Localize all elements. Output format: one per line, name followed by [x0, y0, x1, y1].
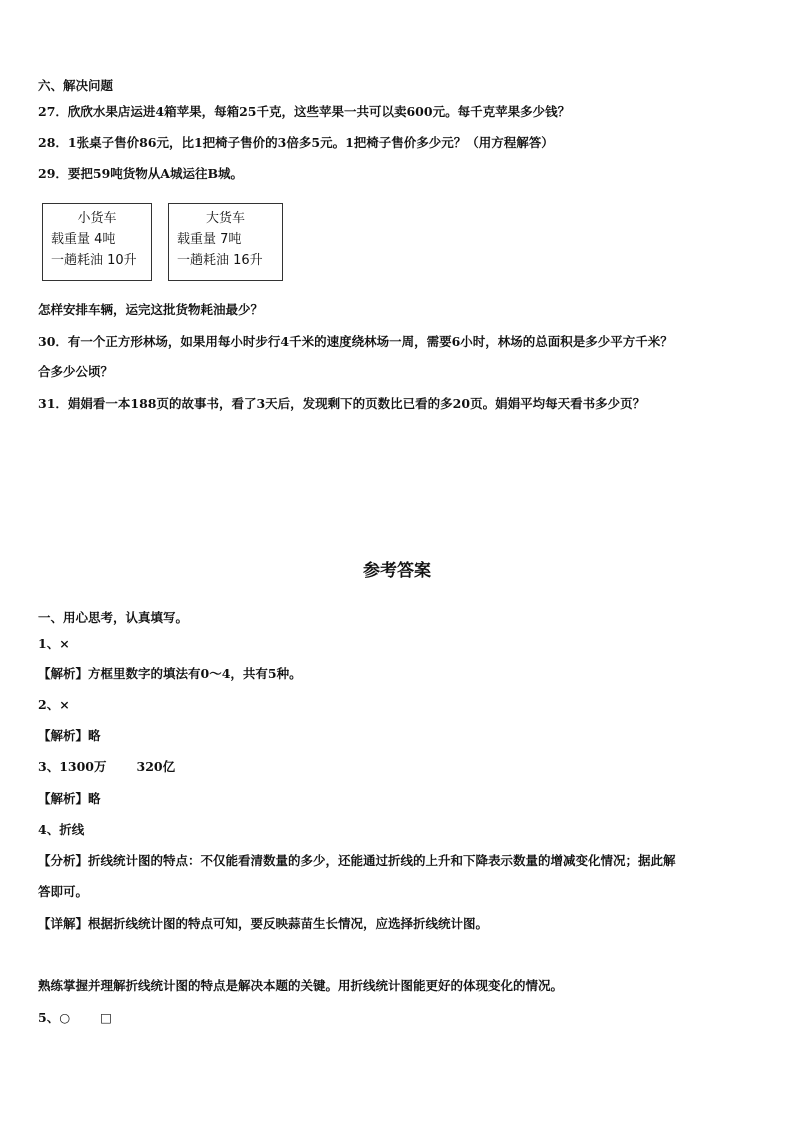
big-truck-box [168, 203, 283, 281]
answer-4: 4、折线 [38, 822, 85, 837]
question-29: 29．要把59吨货物从A城运往B城。 [38, 166, 244, 181]
answer-3-analysis: 【解析】略 [38, 791, 101, 806]
answer-5 [38, 1010, 112, 1026]
big-truck-name: 大货车 [205, 211, 245, 226]
answer-2-analysis: 【解析】略 [38, 728, 101, 743]
section-heading: 六、解决问题 [38, 78, 114, 93]
small-truck-box [42, 203, 152, 281]
answer-2: 2、× [38, 697, 70, 712]
big-truck-fuel: 一趟耗油 16升 [177, 253, 263, 268]
question-29-prompt: 怎样安排车辆，运完这批货物耗油最少？ [38, 302, 264, 317]
answer-1: 1、× [38, 636, 70, 651]
question-27: 27．欣欣水果店运进4箱苹果，每箱25千克，这些苹果一共可以卖600元。每千克苹果多少钱？ [38, 104, 571, 119]
answers-section-heading: 一、用心思考，认真填写。 [38, 610, 189, 625]
answer-3-second: 320亿 [136, 759, 176, 774]
answer-5-first: 5、○ [38, 1010, 71, 1025]
answers-title: 参考答案 [363, 561, 431, 581]
small-truck-name: 小货车 [77, 211, 117, 226]
small-truck-load: 载重量 4吨 [51, 232, 116, 247]
answer-5-second: □ [100, 1010, 112, 1025]
answer-4-note: 熟练掌握并理解折线统计图的特点是解决本题的关键。用折线统计图能更好的体现变化的情况。 [38, 978, 564, 993]
question-30-line2: 合多少公顷？ [38, 364, 114, 379]
question-31: 31．娟娟看一本188页的故事书，看了3天后，发现剩下的页数比已看的多20页。娟娟平均每天看书多少页？ [38, 396, 646, 411]
answer-1-analysis: 【解析】方框里数字的填法有0～4，共有5种。 [38, 666, 302, 681]
answer-4-detail: 【详解】根据折线统计图的特点可知，要反映蒜苗生长情况，应选择折线统计图。 [38, 916, 489, 931]
answer-3 [38, 759, 175, 775]
question-30-line1: 30．有一个正方形林场，如果用每小时步行4千米的速度绕林场一周，需要6小时，林场的总面积是多少平方千米？ [38, 334, 673, 349]
answer-4-analysis-line1: 【分析】折线统计图的特点：不仅能看清数量的多少，还能通过折线的上升和下降表示数量的增减变化情况；据此解 [38, 853, 676, 868]
question-28: 28．1张桌子售价86元，比1把椅子售价的3倍多5元。1把椅子售价多少元？（用方程解答） [38, 135, 554, 150]
answer-4-analysis-line2: 答即可。 [38, 884, 89, 899]
small-truck-fuel: 一趟耗油 10升 [51, 253, 137, 268]
answer-3-first: 3、1300万 [38, 759, 107, 774]
big-truck-load: 载重量 7吨 [177, 232, 242, 247]
